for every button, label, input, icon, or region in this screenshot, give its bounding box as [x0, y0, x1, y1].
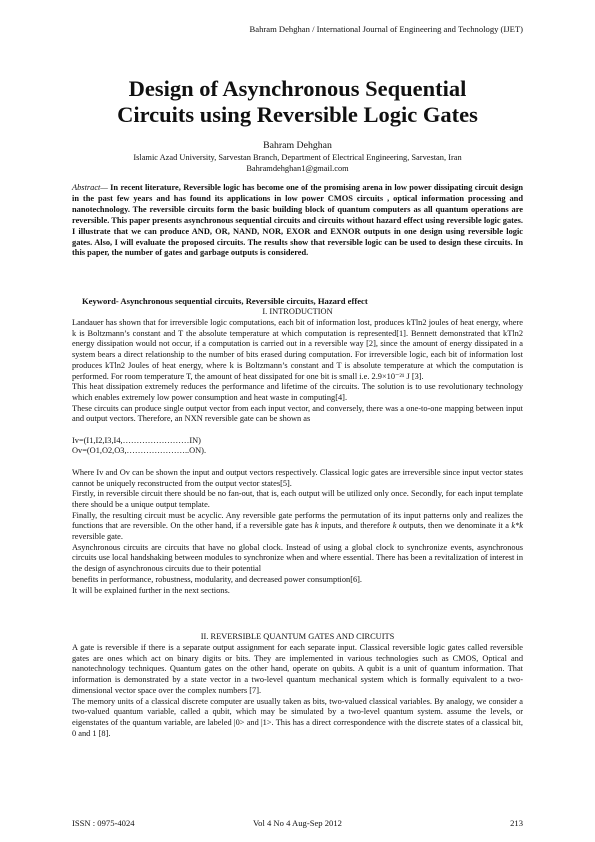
section-heading-introduction: I. INTRODUCTION	[262, 307, 333, 316]
affiliation-text: Islamic Azad University, Sarvestan Branch, Department of Electrical Engineering, Sarvestan, Iran	[133, 153, 462, 162]
title-line-2: Circuits using Reversible Logic Gates	[117, 102, 478, 127]
paragraph: This heat dissipation extremely reduces the performance and lifetime of the circuits. The solution is to use revolutionary technology which enables extremely low power consumption and heat waste in computing[4].	[72, 382, 523, 402]
equation-output-vector: Ov=(O1,O2,O3,…………………..ON).	[72, 446, 207, 456]
paragraph: Landauer has shown that for irreversible logic computations, each bit of information lost, produces kTln2 joules of heat energy, where k is Boltzmann’s constant and T the absolute temperature at which computation is represented[1]. Bennett demonstrated that kTln2 energy dissipation would not occur, if a computation is carried out in a reversible way [2], since the amount of energy dissipated in a system bears a direct relationship to the number of bits erased during computation. For irreversible logic, each bit of information lost produces kTln2 Joules of heat energy, where k is Boltzmann’s constant and T is absolute temperature at which the computation is performed. For room temperature T, the amount of heat dissipated for one bit is small i.e. 2.9×10⁻²¹ J [3].	[72, 318, 523, 381]
paragraph: Where Iv and Ov can be shown the input and output vectors respectively. Classical logic gates are irreversible since input vector states cannot be uniquely reconstructed from the output vector states[5].	[72, 467, 523, 488]
paragraph: A gate is reversible if there is a separate output assignment for each separate input. Classical reversible logic gates called reversible gates are ones which act on binary digits or bits. They are implemented in various technologies such as CMOS, Optical and nanotechnology techniques. Quantum gates on the other hand, operate on qubits. A qubit is a unit of quantum information. That information is demonstrated by a state vector in a two-level quantum mechanical system which is formally equivalent to a two-dimensional vector space over the complex numbers [7].	[72, 643, 523, 695]
paper-title	[40, 76, 555, 128]
abstract	[72, 183, 523, 259]
italic-k: k	[392, 521, 397, 531]
author-affiliation	[60, 153, 535, 174]
equation-input-vector: Iv=(I1,I2,I3,I4,……………………IN)	[72, 435, 201, 445]
text-run: inputs, and therefore	[318, 521, 393, 531]
page-footer	[72, 818, 523, 830]
paragraph: Asynchronous circuits are circuits that have no global clock. Instead of using a global clock to synchronize events, asynchronous circuits use local handshaking between modules to synchronize when and where essential. There has been a revitalization of interest in the design of asynchronous circuits due to their potential	[72, 542, 523, 574]
section-introduction-body	[72, 318, 523, 596]
running-head: Bahram Dehghan / International Journal of Engineering and Technology (IJET)	[249, 24, 523, 34]
abstract-text: In recent literature, Reversible logic has become one of the promising arena in low power dissipating circuit design in the past few years and has found its applications in low power CMOS circuits , optical information processing and nanotechnology. The reversible circuits form the basic building block of quantum computers as all quantum operations are reversible. This paper presents asynchronous sequential circuits and circuits without hazard effect using reversible logic gates. I illustrate that we can produce AND, OR, NAND, NOR, EXOR and EXNOR outputs in one design using reversible logic gates. Also, I will evaluate the proposed circuits. The results show that reversible logic can be used to design these circuits. In this paper, the number of gates and garbage outputs is considered.	[72, 183, 523, 258]
abstract-lead: Abstract—	[72, 183, 108, 192]
author-name: Bahram Dehghan	[263, 140, 332, 151]
paragraph	[72, 511, 523, 543]
text-run: outputs, then we denominate it a	[396, 521, 512, 531]
text-run: Finally, the resulting circuit must be acyclic. Any reversible gate performs the permutation of its input patterns only and realizes the functions that are reversible. On the other hand, if a reversible gate has	[72, 510, 523, 531]
paragraph: It will be explained further in the next sections.	[72, 585, 230, 595]
footer-page-number: 213	[510, 818, 523, 828]
italic-k: k	[314, 521, 319, 531]
section-reversible-gates-body	[72, 643, 523, 739]
paragraph: Firstly, in reversible circuit there should be no fan-out, that is, each output will be utilized only once. Secondly, for each input template there should be a unique output template.	[72, 489, 523, 509]
text-run: reversible gate.	[72, 532, 123, 542]
paragraph: The memory units of a classical discrete computer are usually taken as bits, two-valued classical variables. By analogy, we consider a two-valued quantum variable, called a qubit, which may be simulated by a two-level quantum system. assume the levels, or eigenstates of the quantum variable, are labeled |0> and |1>. This has a direct correspondence with the discrete states of a classical bit, 0 and 1 [8].	[72, 696, 523, 738]
author-email: Bahramdehghan1@gmail.com	[246, 163, 349, 173]
keywords: Keyword- Asynchronous sequential circuits, Reversible circuits, Hazard effect	[82, 296, 368, 306]
paragraph: These circuits can produce single output vector from each input vector, and conversely, there was a one-to-one mapping between input and output vectors. Therefore, an NXN reversible gate can be shown as	[72, 403, 523, 424]
paragraph: benefits in performance, robustness, modularity, and decreased power consumption[6].	[72, 574, 363, 584]
italic-kk: k*k	[511, 521, 523, 531]
title-line-1: Design of Asynchronous Sequential	[128, 76, 467, 101]
section-heading-reversible-gates: II. REVERSIBLE QUANTUM GATES AND CIRCUITS	[200, 632, 395, 641]
footer-issn: ISSN : 0975-4024	[72, 818, 135, 828]
footer-volume: Vol 4 No 4 Aug-Sep 2012	[253, 818, 342, 828]
